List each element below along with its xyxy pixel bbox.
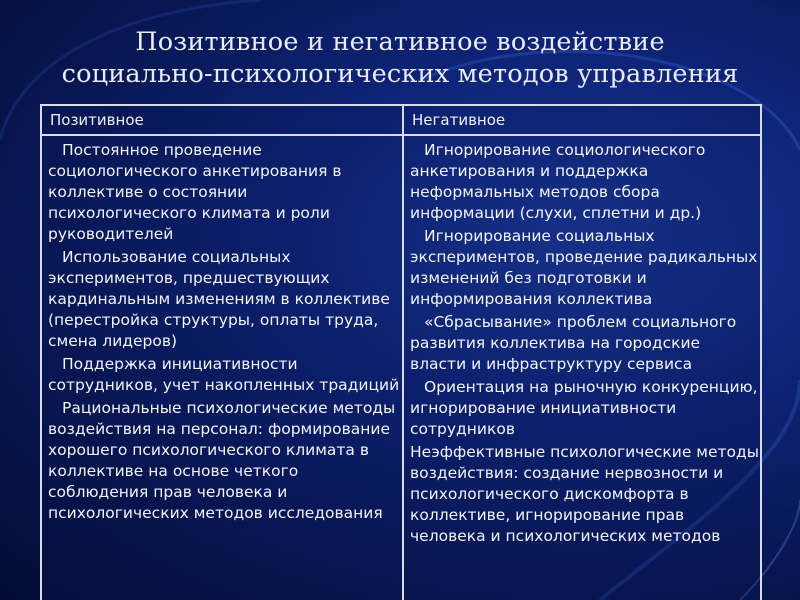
header-negative: Негативное — [412, 111, 506, 129]
positive-column — [48, 140, 400, 526]
slide-title-line-1: Позитивное и негативное воздействие — [135, 27, 665, 57]
positive-item: Рациональные психологические методы воздействия на персонал: формирование хорошего психологического климата в коллективе на основе четкого соблюдения прав человека и психологических методов исследования — [48, 399, 396, 522]
negative-item: Игнорирование социальных экспериментов, проведение радикальных изменений без подготовки и информирования коллектива — [410, 227, 758, 308]
negative-item: Ориентация на рыночную конкуренцию, игнорирование инициативности сотрудников — [410, 378, 758, 438]
positive-item: Использование социальных экспериментов, предшествующих кардинальным изменениям в коллективе (перестройка структуры, оплаты труда, смена лидеров) — [48, 248, 390, 350]
negative-item: Игнорирование социологического анкетирования и поддержка неформальных методов сбора информации (слухи, сплетни и др.) — [410, 141, 706, 222]
comparison-table — [40, 104, 762, 600]
header-divider — [42, 134, 760, 136]
positive-item: Поддержка инициативности сотрудников, учет накопленных традиций — [48, 355, 400, 394]
column-divider — [402, 106, 404, 600]
negative-column — [410, 140, 760, 549]
positive-item: Постоянное проведение социологического анкетирования в коллективе о состоянии психологического климата и роли руководителей — [48, 141, 342, 243]
slide-title — [0, 26, 800, 90]
negative-item: «Сбрасывание» проблем социального развития коллектива на городские власти и инфраструктуру сервиса — [410, 313, 737, 373]
slide-title-line-2: социально-психологических методов управления — [61, 59, 739, 89]
header-positive: Позитивное — [50, 111, 144, 129]
negative-item: Неэффективные психологические методы воздействия: создание нервозности и психологического дискомфорта в коллективе, игнорирование прав человека и психологических методов — [410, 443, 759, 545]
